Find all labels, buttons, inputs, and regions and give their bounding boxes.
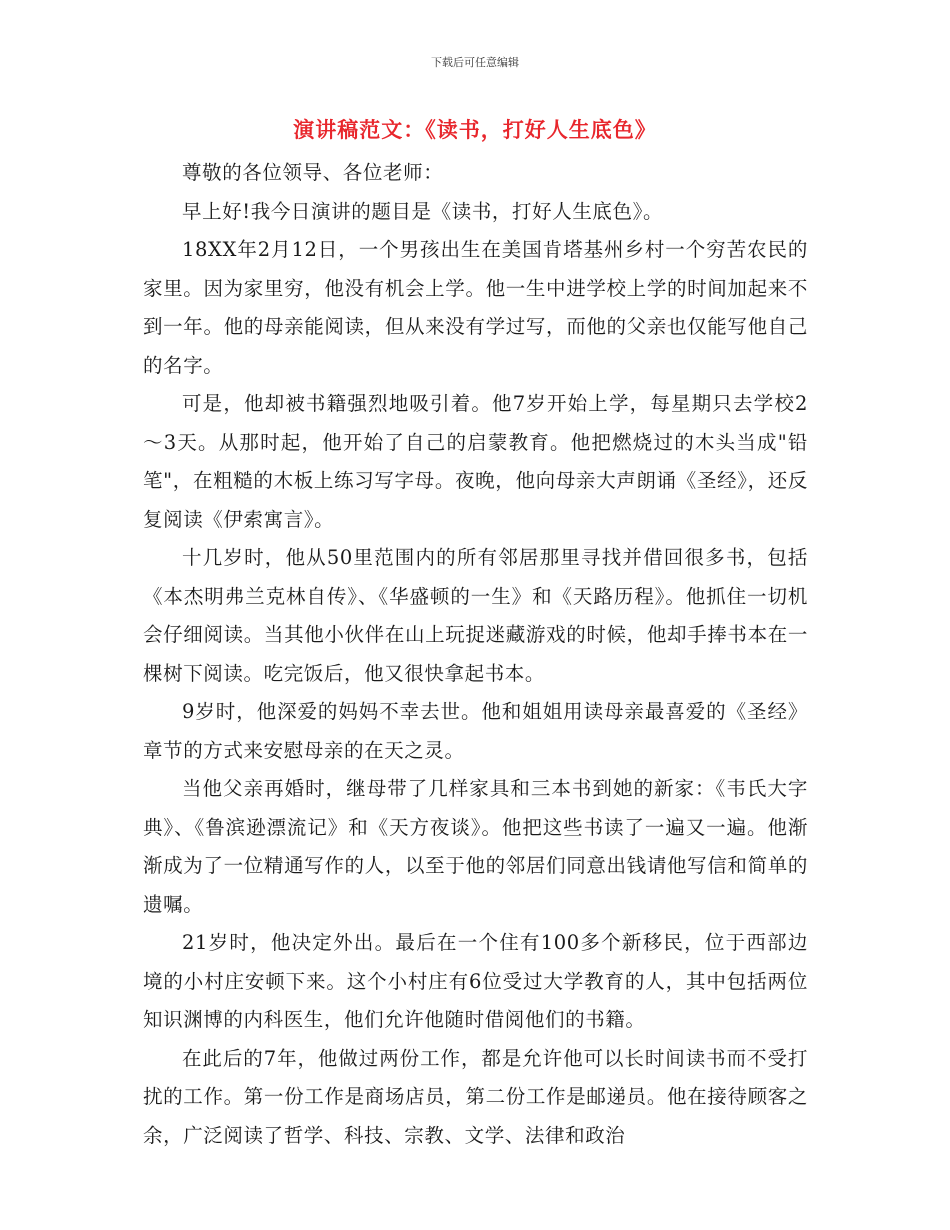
paragraph: 21岁时，他决定外出。最后在一个住有100多个新移民，位于西部边境的小村庄安顿下来。这个小村庄有6位受过大学教育的人，其中包括两位知识渊博的内科医生，他们允许他随时借阅他们的书籍。 [143,931,808,1031]
document-title: 演讲稿范文：《读书，打好人生底色》 [293,117,657,142]
paragraph-salutation: 尊敬的各位领导、各位老师： [182,161,444,184]
paragraph-greeting: 早上好!我今日演讲的题目是《读书，打好人生底色》。 [182,199,664,223]
paragraph: 当他父亲再婚时，继母带了几样家具和三本书到她的新家：《韦氏大字典》、《鲁滨逊漂流记》和《天方夜谈》。他把这些书读了一遍又一遍。他渐渐成为了一位精通写作的人，以至于他的邻居们同意出钱请他写信和简单的遗嘱。 [143,777,808,916]
document-body [143,154,808,1155]
paragraph: 十几岁时，他从50里范围内的所有邻居那里寻找并借回很多书，包括《本杰明弗兰克林自传》、《华盛顿的一生》和《天路历程》。他抓住一切机会仔细阅读。当其他小伙伴在山上玩捉迷藏游戏的时候，他却手捧书本在一棵树下阅读。吃完饭后，他又很快拿起书本。 [143,546,808,685]
paragraph: 可是，他却被书籍强烈地吸引着。他7岁开始上学，每星期只去学校2～3天。从那时起，他开始了自己的启蒙教育。他把燃烧过的木头当成"铅笔"，在粗糙的木板上练习写字母。夜晚，他向母亲大声朗诵《圣经》，还反复阅读《伊索寓言》。 [143,392,808,531]
header-note: 下载后可任意编辑 [431,56,519,69]
paragraph: 在此后的7年，他做过两份工作，都是允许他可以长时间读书而不受打扰的工作。第一份工作是商场店员，第二份工作是邮递员。他在接待顾客之余，广泛阅读了哲学、科技、宗教、文学、法律和政治 [143,1046,808,1147]
paragraph: 18XX年2月12日，一个男孩出生在美国肯塔基州乡村一个穷苦农民的家里。因为家里穷，他没有机会上学。他一生中进学校上学的时间加起来不到一年。他的母亲能阅读，但从来没有学过写，而他的父亲也仅能写他自己的名字。 [143,238,808,377]
paragraph: 9岁时，他深爱的妈妈不幸去世。他和姐姐用读母亲最喜爱的《圣经》章节的方式来安慰母亲的在天之灵。 [143,700,808,762]
